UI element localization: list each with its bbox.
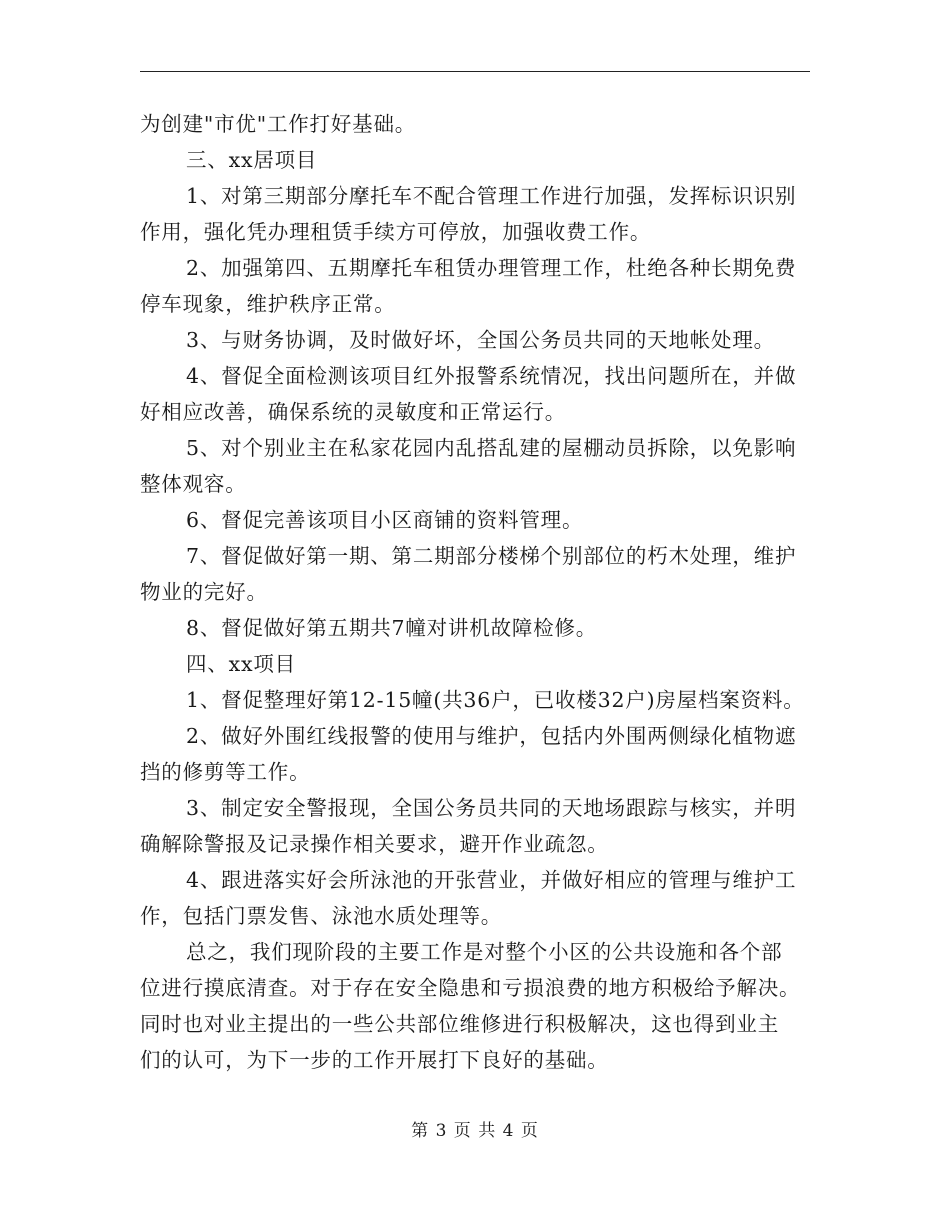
text-line: 4、督促全面检测该项目红外报警系统情况，找出问题所在，并做 [186, 364, 797, 388]
text-line: 好相应改善，确保系统的灵敏度和正常运行。 [140, 400, 566, 424]
text-line: 2、做好外围红线报警的使用与维护，包括内外围两侧绿化植物遮 [186, 724, 797, 748]
text-line: 物业的完好。 [140, 580, 268, 604]
header-rule [140, 71, 810, 72]
text-line: 2、加强第四、五期摩托车租赁办理管理工作，杜绝各种长期免费 [186, 256, 797, 280]
text-line: 7、督促做好第一期、第二期部分楼梯个别部位的朽木处理，维护 [186, 544, 797, 568]
text-line: 整体观容。 [140, 472, 247, 496]
text-line: 4、跟进落实好会所泳池的开张营业，并做好相应的管理与维护工 [186, 868, 797, 892]
text-line: 为创建"市优"工作打好基础。 [140, 112, 417, 136]
text-line: 3、制定安全警报现，全国公务员共同的天地场跟踪与核实，并明 [186, 796, 797, 820]
body-text [140, 106, 810, 1078]
text-line: 挡的修剪等工作。 [140, 760, 311, 784]
text-line: 5、对个别业主在私家花园内乱搭乱建的屋棚动员拆除，以免影响 [186, 436, 797, 460]
text-line: 8、督促做好第五期共7幢对讲机故障检修。 [186, 616, 598, 640]
text-line: 们的认可，为下一步的工作开展打下良好的基础。 [140, 1048, 609, 1072]
text-line: 三、xx居项目 [186, 148, 318, 172]
text-line: 总之，我们现阶段的主要工作是对整个小区的公共设施和各个部 [186, 940, 783, 964]
text-line: 6、督促完善该项目小区商铺的资料管理。 [186, 508, 584, 532]
text-line: 3、与财务协调，及时做好坏，全国公务员共同的天地帐处理。 [186, 328, 775, 352]
text-line: 1、对第三期部分摩托车不配合管理工作进行加强，发挥标识识别 [186, 184, 797, 208]
text-line: 1、督促整理好第12-15幢(共36户，已收楼32户)房屋档案资料。 [186, 688, 805, 712]
text-line: 四、xx项目 [186, 652, 296, 676]
text-line: 停车现象，维护秩序正常。 [140, 292, 396, 316]
page-number: 第 3 页 共 4 页 [411, 1121, 539, 1141]
text-line: 作用，强化凭办理租赁手续方可停放，加强收费工作。 [140, 220, 652, 244]
text-line: 作，包括门票发售、泳池水质处理等。 [140, 904, 503, 928]
text-line: 同时也对业主提出的一些公共部位维修进行积极解决，这也得到业主 [140, 1012, 779, 1036]
text-line: 位进行摸底清查。对于存在安全隐患和亏损浪费的地方积极给予解决。 [140, 976, 801, 1000]
text-line: 确解除警报及记录操作相关要求，避开作业疏忽。 [140, 832, 609, 856]
